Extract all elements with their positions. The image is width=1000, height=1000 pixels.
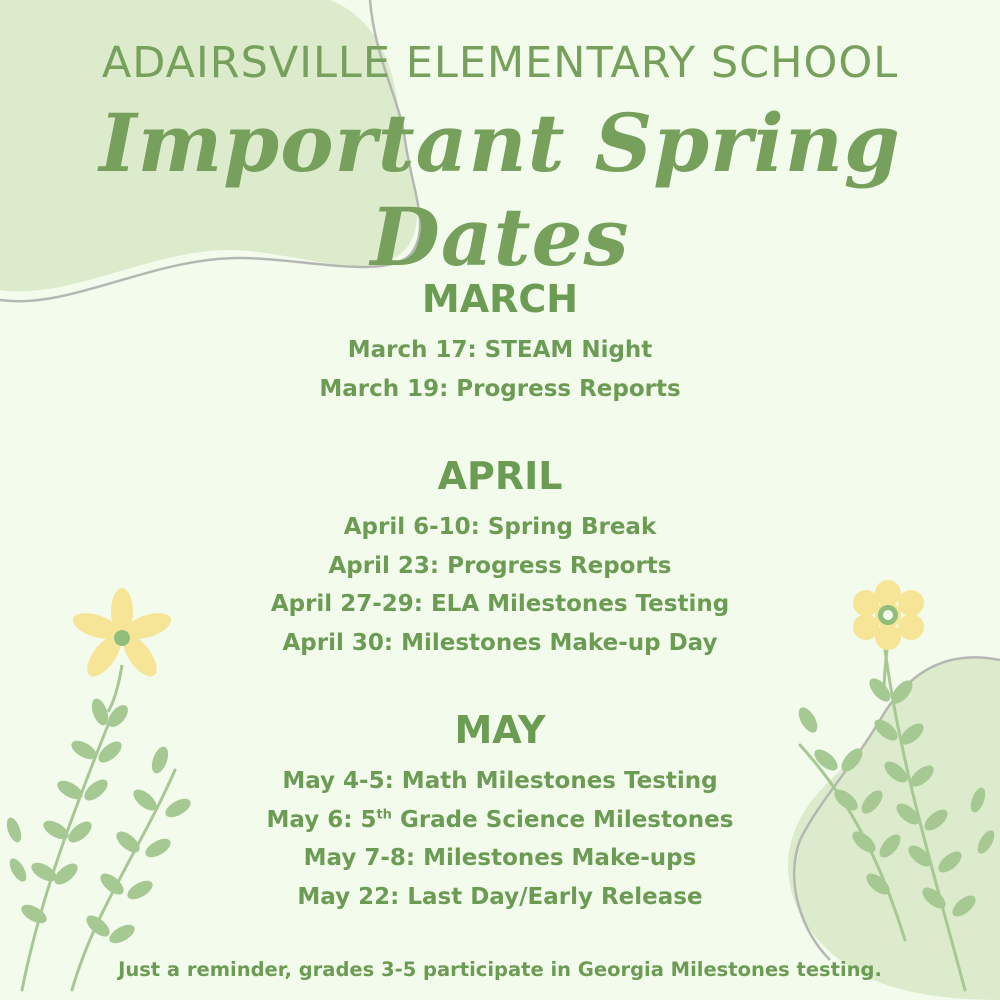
footer-note: Just a reminder, grades 3-5 participate in Georgia Milestones testing. — [118, 958, 882, 981]
event-item: March 17: STEAM Night — [347, 337, 653, 363]
event-text-prefix: May 6: 5 — [266, 806, 377, 833]
event-list-may — [0, 762, 1000, 916]
event-item: May 4-5: Math Milestones Testing — [282, 768, 718, 794]
event-text-suffix: Grade Science Milestones — [391, 806, 734, 833]
month-heading-may: MAY — [454, 708, 546, 752]
event-list-april — [0, 508, 1000, 662]
event-item: April 6-10: Spring Break — [343, 514, 657, 540]
event-item: April 30: Milestones Make-up Day — [282, 629, 718, 656]
event-item: March 19: Progress Reports — [319, 375, 681, 402]
event-item: May 22: Last Day/Early Release — [297, 883, 703, 910]
event-item — [0, 801, 1000, 840]
school-name: ADAIRSVILLE ELEMENTARY SCHOOL — [101, 38, 899, 88]
month-heading-march: MARCH — [421, 277, 579, 321]
event-item: April 23: Progress Reports — [328, 552, 672, 579]
event-item: April 27-29: ELA Milestones Testing — [270, 591, 730, 617]
event-list-march — [0, 331, 1000, 408]
month-heading-april: APRIL — [437, 454, 563, 498]
event-item: May 7-8: Milestones Make-ups — [303, 845, 697, 871]
page-title: Important Spring Dates — [99, 96, 901, 284]
ordinal-suffix: th — [376, 806, 392, 822]
